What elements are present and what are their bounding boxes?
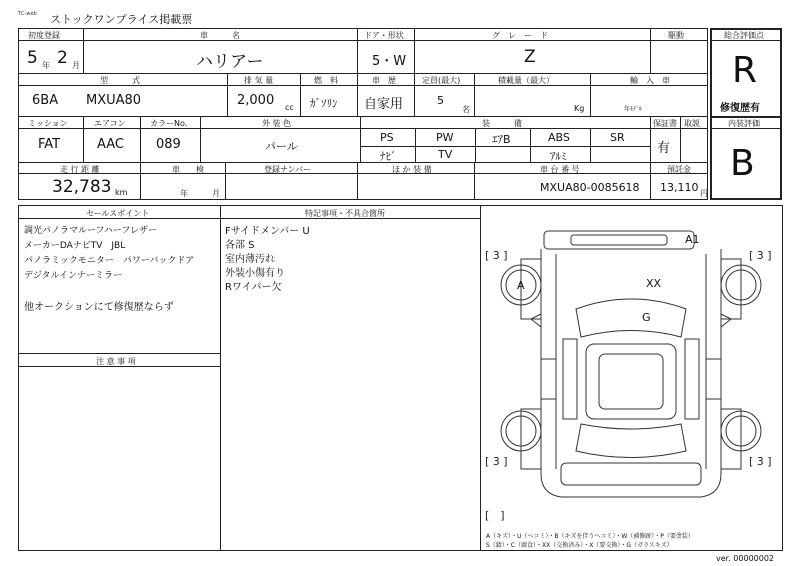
load-unit: Kg bbox=[574, 104, 585, 113]
sales-point-line: パノラミックモニター パワーバックドア bbox=[24, 256, 195, 266]
bracket-front-left: [ 3 ] bbox=[485, 249, 508, 262]
car-damage-diagram bbox=[481, 219, 782, 529]
damage-mark-a: A bbox=[517, 279, 525, 292]
label-remarks: 特記事項・不具合箇所 bbox=[305, 209, 385, 218]
equip-ps: PS bbox=[380, 131, 394, 144]
remark-line: 室内薄汚れ bbox=[225, 254, 275, 265]
bracket-rear-left: [ 3 ] bbox=[485, 455, 508, 468]
sales-point-line: 他オークションにて修復歴ならず bbox=[24, 302, 174, 313]
sales-point-line: メーカーDAナビTV JBL bbox=[24, 241, 126, 251]
deposit-price: 13,110 bbox=[660, 181, 699, 194]
label-sales-points: セールスポイント bbox=[86, 209, 150, 218]
damage-legend-line1: A（キズ）・U（ヘコミ）・B（キズを伴うヘコミ）・W（補修跡）・P（要塗装） bbox=[486, 533, 694, 540]
page-title: ストックワンプライス掲載票 bbox=[50, 13, 193, 26]
displacement: 2,000 bbox=[237, 93, 275, 108]
year-unit: 年 bbox=[42, 61, 50, 70]
remark-line: Rワイパー欠 bbox=[225, 282, 282, 293]
version-label: ver. 00000002 bbox=[716, 554, 775, 563]
label-model: 型 式 bbox=[100, 76, 140, 85]
model-prefix: 6BA bbox=[32, 93, 59, 108]
bracket-front-right: [ 3 ] bbox=[749, 249, 772, 262]
exterior-color: パール bbox=[265, 140, 298, 153]
equip-navi: ﾅﾋﾞ bbox=[380, 150, 397, 163]
label-first-reg: 初度登録 bbox=[28, 31, 60, 40]
color-no: 089 bbox=[156, 137, 181, 152]
label-capacity: 定員(最大) bbox=[422, 76, 461, 85]
label-usage: 車 歴 bbox=[372, 76, 396, 85]
label-grade: グ レ ー ド bbox=[492, 31, 548, 40]
capacity-unit: 名 bbox=[462, 105, 470, 114]
label-fuel: 燃 料 bbox=[314, 76, 338, 85]
capacity: 5 bbox=[437, 94, 444, 107]
warranty: 有 bbox=[657, 141, 671, 156]
label-import: 輸 入 車 bbox=[630, 76, 670, 85]
label-exterior: 外 装 色 bbox=[262, 119, 292, 128]
label-aircon: エアコン bbox=[94, 119, 126, 128]
damage-mark-g: G bbox=[642, 311, 651, 324]
inspection-year: 年 bbox=[180, 189, 188, 198]
label-displacement: 排 気 量 bbox=[244, 76, 274, 85]
cc-unit: cc bbox=[285, 103, 294, 112]
sales-point-line: デジタルインナーミラー bbox=[24, 271, 123, 281]
bracket-extra: [ ] bbox=[485, 509, 505, 522]
label-doors: ドア・形状 bbox=[364, 31, 404, 40]
car-name: ハリアー bbox=[196, 52, 264, 72]
label-car-name: 車 名 bbox=[200, 31, 240, 40]
label-other-equip: ほ か 装 備 bbox=[392, 165, 432, 174]
label-warranty: 保証書 bbox=[653, 119, 677, 128]
yen-unit: 円 bbox=[700, 189, 708, 198]
equip-sr: SR bbox=[610, 131, 625, 144]
aircon: AAC bbox=[97, 137, 124, 152]
label-overall-grade: 総合評価点 bbox=[724, 31, 764, 40]
usage: 自家用 bbox=[364, 97, 404, 112]
mission: FAT bbox=[38, 137, 61, 152]
inspection-month: 月 bbox=[212, 189, 220, 198]
damage-legend-line2: S（錆）・C（腐食）・XX（交換済み）・X（要交換）・G（ガラスキズ） bbox=[486, 542, 673, 549]
label-drive: 駆動 bbox=[668, 31, 684, 40]
label-notes: 注 意 事 項 bbox=[96, 357, 136, 366]
repair-history-note: 修復歴有 bbox=[720, 103, 760, 114]
spec-grid bbox=[18, 28, 708, 200]
overall-grade: R bbox=[732, 50, 758, 91]
mileage: 32,783 bbox=[52, 177, 112, 197]
label-chassis: 車 台 番 号 bbox=[540, 165, 580, 174]
equip-tv: TV bbox=[438, 148, 453, 161]
equip-pw: PW bbox=[436, 131, 454, 144]
first-reg-month: 2 bbox=[57, 48, 68, 68]
model-year: 年ﾓﾃﾞﾙ bbox=[624, 106, 643, 113]
label-color-no: カラーNo. bbox=[150, 119, 188, 128]
equip-airbag: ｴｱB bbox=[492, 133, 511, 146]
damage-mark-xx: XX bbox=[646, 277, 662, 290]
chassis-number: MXUA80-0085618 bbox=[540, 181, 640, 194]
damage-mark-a1: A1 bbox=[685, 233, 700, 246]
grade: Z bbox=[524, 47, 536, 67]
label-inspection: 車 検 bbox=[172, 165, 204, 174]
label-load: 積載量（最大） bbox=[498, 76, 554, 85]
km-unit: km bbox=[115, 188, 128, 197]
remark-line: Fサイドメンバー U bbox=[225, 226, 310, 237]
model-code: MXUA80 bbox=[86, 93, 142, 108]
label-interior-grade: 内装評価 bbox=[728, 119, 760, 128]
sales-point-line: 調光パノラマルーフハーフレザー bbox=[24, 226, 158, 236]
label-equipment: 装 備 bbox=[482, 119, 522, 128]
label-price: 預託金 bbox=[667, 165, 691, 174]
month-unit: 月 bbox=[72, 61, 80, 70]
logo: TC-web bbox=[18, 11, 37, 17]
first-reg-year: 5 bbox=[27, 48, 38, 68]
interior-grade: B bbox=[730, 143, 755, 184]
label-mission: ミッション bbox=[28, 119, 68, 128]
fuel: ｶﾞｿﾘﾝ bbox=[310, 97, 338, 110]
label-reg-number: 登録ナンバー bbox=[264, 165, 312, 174]
equip-alumi: ｱﾙﾐ bbox=[550, 150, 567, 163]
bracket-rear-right: [ 3 ] bbox=[749, 455, 772, 468]
remark-line: 各部 S bbox=[225, 240, 255, 251]
equip-abs: ABS bbox=[548, 131, 570, 144]
remark-line: 外装小傷有り bbox=[225, 268, 285, 279]
label-manual: 取説 bbox=[684, 119, 700, 128]
door-shape: 5・W bbox=[372, 54, 407, 69]
label-mileage: 走 行 距 離 bbox=[60, 165, 100, 174]
